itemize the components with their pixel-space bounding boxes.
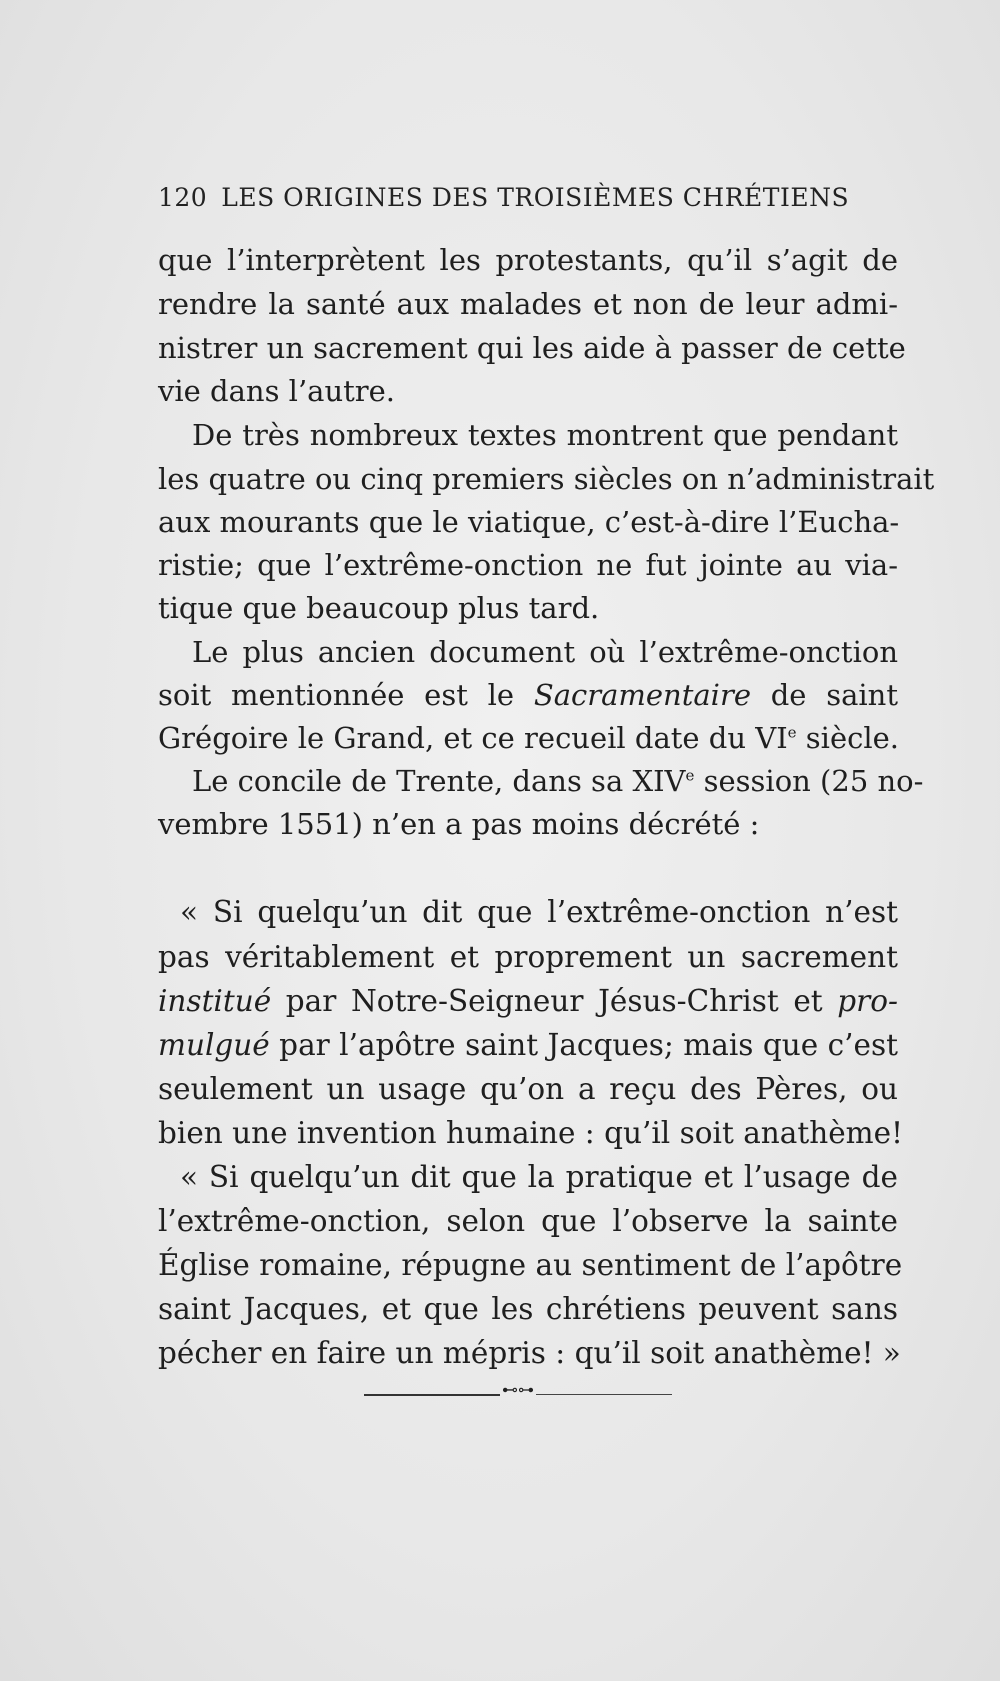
text-line [192,759,924,803]
running-title: LES ORIGINES DES TROISIÈMES CHRÉTIENS [221,183,850,212]
quote-line: Église romaine, répugne au sentiment de l’apôtre [158,1248,903,1282]
italic-word: institué [158,984,272,1018]
text-line: rendre la santé aux malades et non de leur admi- [158,287,898,321]
century-numeral: VI [755,721,788,755]
text-line: les quatre ou cinq premiers siècles on n’administrait [158,462,935,496]
text-line: Le plus ancien document où l’extrême-onction [192,635,898,669]
text-line: aux mourants que le viatique, c’est-à-dire l’Eucha- [158,505,900,539]
quote-line: pécher en faire un mépris : qu’il soit anathème! » [158,1336,901,1370]
text-line: nistrer un sacrement qui les aide à passer de cette [158,331,906,365]
text-run: de saint [750,678,898,712]
text-run: session (25 no- [694,764,924,798]
text-run: par l’apôtre saint Jacques; mais que c’est [269,1028,898,1062]
italic-word: mulgué [158,1028,270,1062]
quote-line: bien une invention humaine : qu’il soit anathème! [158,1116,903,1150]
text-run: Le concile de Trente, dans sa XIV [192,764,686,798]
text-line: que l’interprètent les protestants, qu’il s’agit de [158,243,898,277]
text-line: De très nombreux textes montrent que pendant [192,418,898,452]
ornament-rule-left [364,1394,500,1396]
text-line: vembre 1551) n’en a pas moins décrété : [158,807,760,841]
section-ornament [364,1380,672,1402]
text-line: vie dans l’autre. [158,374,396,408]
text-run: soit mentionnée est le [158,678,534,712]
ornament-icon: ⊷⊶ [502,1380,534,1399]
italic-title: Sacramentaire [533,678,751,712]
quote-line: seulement un usage qu’on a reçu des Pères, ou [158,1072,898,1106]
text-run: siècle. [796,721,899,755]
running-header [158,183,900,212]
text-line: ristie; que l’extrême-onction ne fut jointe au via- [158,548,898,582]
superscript: e [787,723,797,742]
quote-line: saint Jacques, et que les chrétiens peuvent sans [158,1292,898,1326]
text-line: tique que beaucoup plus tard. [158,591,600,625]
italic-word: pro- [837,984,898,1018]
text-run: par Notre-Seigneur Jésus-Christ et [271,984,838,1018]
page-number: 120 [158,183,208,212]
text-line [158,673,898,717]
quote-line [158,1023,898,1067]
quote-line: « Si quelqu’un dit que la pratique et l’usage de [180,1160,898,1194]
quote-line [158,979,898,1023]
quote-line: pas véritablement et proprement un sacrement [158,940,898,974]
superscript: e [685,766,695,785]
ornament-rule-right [536,1394,672,1395]
text-line [158,716,898,760]
quote-line: « Si quelqu’un dit que l’extrême-onction n’est [180,895,898,929]
quote-line: l’extrême-onction, selon que l’observe la sainte [158,1204,898,1238]
text-run: Grégoire le Grand, et ce recueil date du [158,721,756,755]
